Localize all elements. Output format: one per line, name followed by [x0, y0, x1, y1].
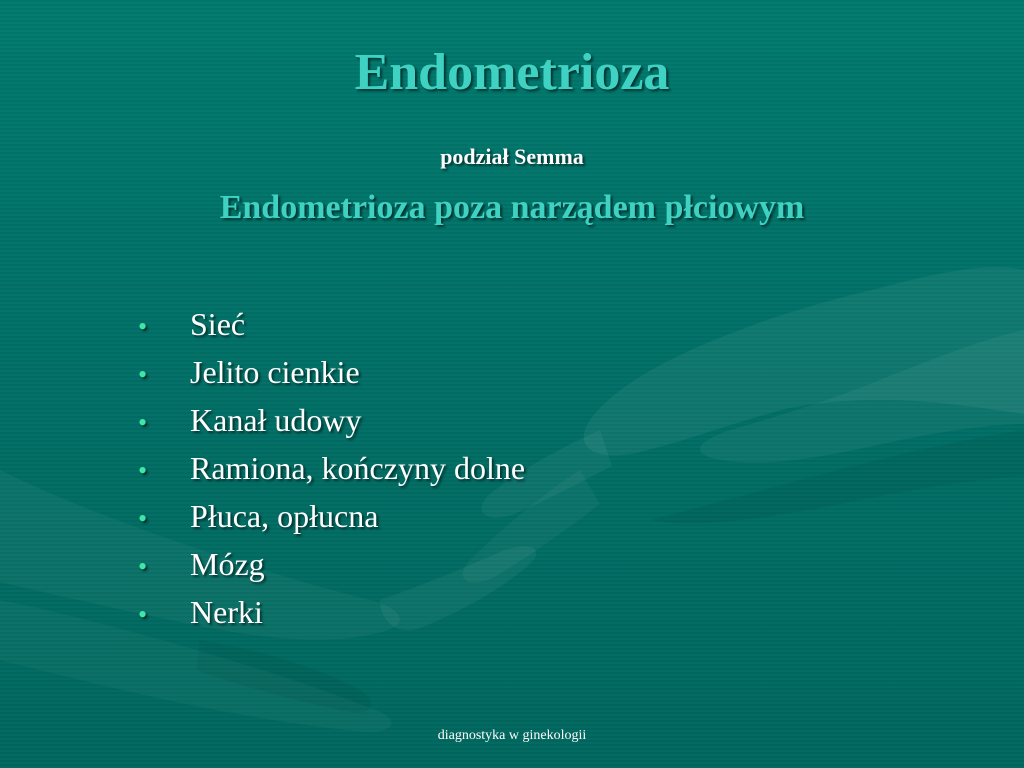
- bullet-icon: •: [138, 456, 148, 485]
- list-item-label: Jelito cienkie: [190, 354, 360, 390]
- bullet-icon: •: [138, 504, 148, 533]
- list-item: [138, 492, 525, 540]
- list-item-label: Ramiona, kończyny dolne: [190, 450, 526, 486]
- list-item-label: Kanał udowy: [190, 402, 362, 438]
- slide-subtitle: podział Semma: [440, 144, 584, 169]
- list-item-label: Nerki: [190, 594, 263, 630]
- bullet-icon: •: [138, 408, 148, 437]
- list-item-label: Mózg: [190, 546, 265, 582]
- list-item: [138, 588, 525, 636]
- list-item-label: Sieć: [190, 306, 246, 342]
- list-item-label: Płuca, opłucna: [190, 498, 379, 534]
- bullet-icon: •: [138, 312, 148, 341]
- list-item: [138, 540, 525, 588]
- slide-footer: diagnostyka w ginekologii: [437, 728, 587, 743]
- bullet-icon: •: [138, 552, 148, 581]
- slide-heading: Endometrioza poza narządem płciowym: [219, 189, 805, 226]
- list-item: [138, 396, 525, 444]
- list-item: [138, 300, 525, 348]
- bullet-list: [138, 300, 525, 636]
- slide-title: Endometrioza: [354, 44, 670, 101]
- list-item: [138, 348, 525, 396]
- list-item: [138, 444, 525, 492]
- bullet-icon: •: [138, 360, 148, 389]
- bullet-icon: •: [138, 600, 148, 629]
